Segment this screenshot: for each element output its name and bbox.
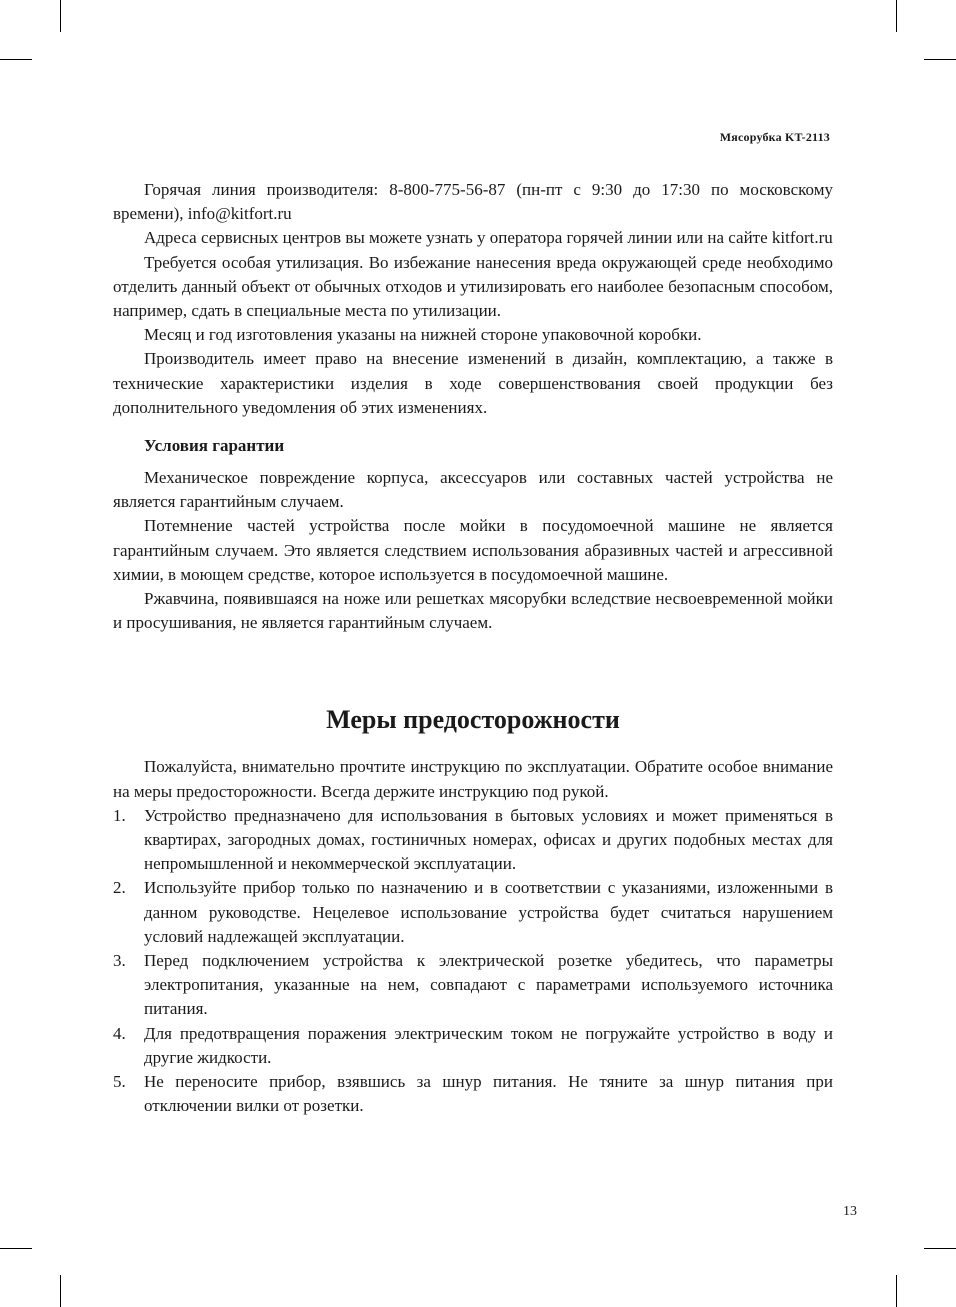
- crop-mark-top-right: [896, 0, 897, 32]
- list-item: [113, 876, 833, 949]
- list-item-text: Не переносите прибор, взявшись за шнур питания. Не тяните за шнур питания при отключении вилки от розетки.: [144, 1072, 833, 1116]
- list-item-number: 3.: [113, 951, 126, 971]
- warranty-paragraph-rust: Ржавчина, появившаяся на ноже или решетках мясорубки вследствие несвоевременной мойки и просушивания, не является гарантийным случаем.: [113, 589, 833, 633]
- crop-mark-bottom-left: [60, 1275, 61, 1307]
- intro-paragraph-service-centers: Адреса сервисных центров вы можете узнать у оператора горячей линии или на сайте kitfort.ru: [144, 228, 833, 248]
- crop-mark-bottom-right-h: [924, 1248, 956, 1249]
- list-item-number: 1.: [113, 805, 126, 825]
- list-item: [113, 949, 833, 1022]
- precautions-title: Меры предосторожности: [326, 705, 620, 735]
- list-item-text: Перед подключением устройства к электрической розетке убедитесь, что параметры электропитания, указанные на нем, совпадают с параметрами используемого источника питания.: [144, 951, 833, 1019]
- warranty-paragraph-damage: Механическое повреждение корпуса, аксессуаров или составных частей устройства не является гарантийным случаем.: [113, 468, 833, 512]
- warranty-paragraph-darkening: Потемнение частей устройства после мойки в посудомоечной машине не является гарантийным случаем. Это является следствием использования абразивных частей и агрессивной химии, в моющем средстве, которое используется в посудомоечной машине.: [113, 516, 833, 584]
- list-item-number: 2.: [113, 878, 126, 898]
- list-item-number: 5.: [113, 1072, 126, 1092]
- list-item-text: Устройство предназначено для использования в бытовых условиях и может применяться в квартирах, загородных домах, гостиничных номерах, офисах и других подобных местах для непромышленной и некоммерческой эксплуатации.: [144, 805, 833, 874]
- intro-paragraph-hotline: Горячая линия производителя: 8-800-775-56-87 (пн-пт с 9:30 до 17:30 по московскому времени), info@kitfort.ru: [113, 180, 833, 224]
- list-item-text: Для предотвращения поражения электрическим током не погружайте устройство в воду и другие жидкости.: [144, 1023, 833, 1067]
- intro-paragraph-manufacture-date: Месяц и год изготовления указаны на нижней стороне упаковочной коробки.: [144, 325, 702, 345]
- crop-mark-top-left: [60, 0, 61, 32]
- list-item: [113, 804, 833, 877]
- page-content: [113, 178, 833, 1119]
- crop-mark-bottom-left-h: [0, 1248, 32, 1249]
- running-header: Мясорубка KT-2113: [719, 130, 830, 144]
- list-item: [113, 1070, 833, 1118]
- crop-mark-top-left-h: [0, 59, 32, 60]
- intro-paragraph-changes: Производитель имеет право на внесение изменений в дизайн, комплектацию, а также в технические характеристики изделия в ходе совершенствования своей продукции без дополнительного уведомления об этих изменениях.: [113, 349, 833, 417]
- crop-mark-top-right-h: [924, 59, 956, 60]
- warranty-title: Условия гарантии: [144, 436, 285, 456]
- list-item-text: Используйте прибор только по назначению и в соответствии с указаниями, изложенными в данном руководстве. Нецелевое использование устройства будет считаться нарушением условий надлежащей эксплуатации.: [144, 878, 833, 946]
- list-item: [113, 1022, 833, 1070]
- precautions-list: [113, 804, 833, 1119]
- intro-paragraph-disposal: Требуется особая утилизация. Во избежание нанесения вреда окружающей среде необходимо отделить данный объект от обычных отходов и утилизировать его наиболее безопасным способом, например, сдать в специальные места по утилизации.: [113, 252, 833, 321]
- precautions-intro: Пожалуйста, внимательно прочтите инструкцию по эксплуатации. Обратите особое внимание на меры предосторожности. Всегда держите инструкцию под рукой.: [113, 757, 833, 801]
- list-item-number: 4.: [113, 1023, 126, 1043]
- crop-mark-bottom-right: [896, 1275, 897, 1307]
- page-number: 13: [843, 1204, 857, 1219]
